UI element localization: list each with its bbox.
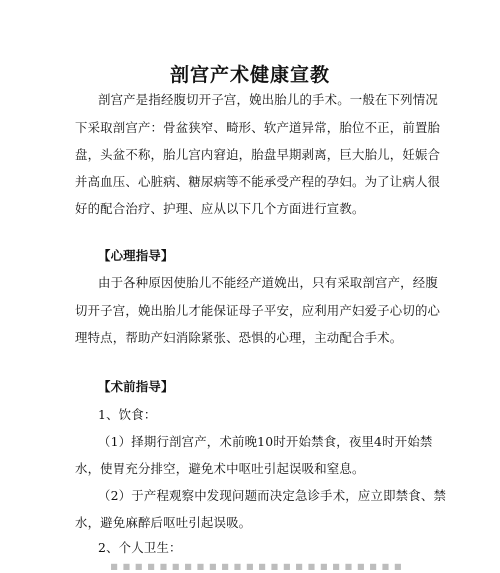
preop-heading: 【术前指导】 [98, 379, 174, 394]
intro-line-3: 盘，头盆不称，胎儿宫内窘迫，胎盘早期剥离，巨大胎儿，妊娠合 [75, 147, 441, 162]
psych-line-2: 切开子宫，娩出胎儿才能保证母子平安，应利用产妇爱子心切的心 [75, 303, 441, 318]
psych-heading: 【心理指导】 [98, 248, 174, 263]
psych-line-3: 理特点，帮助产妇消除紧张、恐惧的心理，主动配合手术。 [75, 330, 403, 345]
diet-item-2-line-2: 水，避免麻醉后呕吐引起误吸。 [75, 515, 252, 530]
diet-item-1-line-1: （1）择期行剖宫产，术前晚10时开始禁食，夜里4时开始禁 [98, 434, 433, 449]
hygiene-heading: 2、个人卫生： [98, 540, 182, 555]
diet-heading: 1、饮食： [98, 407, 157, 422]
intro-line-1: 剖宫产是指经腹切开子宫，娩出胎儿的手术。一般在下列情况 [98, 92, 438, 107]
document-title: 剖宫产术健康宣教 [169, 64, 330, 86]
diet-item-2-line-1: （2）于产程观察中发现问题而决定急诊手术，应立即禁食、禁 [98, 488, 447, 503]
psych-line-1: 由于各种原因使胎儿不能经产道娩出，只有采取剖宫产，经腹 [98, 275, 438, 290]
intro-line-4: 并高血压、心脏病、糖尿病等不能承受产程的孕妇。为了让病人很 [75, 174, 441, 189]
cropped-text-fragment: ▪ ▪ ▪ ▪ ▪ ▪ ▪ ▪ ▪ ▪ ▪ ▪ ▪ ▪ ▪ ▪ ▪ ▪ ▪ ▪ ▪ ▪ ▪ ▪ [110, 558, 403, 573]
diet-item-1-line-2: 水，使胃充分排空，避免术中呕吐引起误吸和窒息。 [75, 461, 365, 476]
intro-line-2: 下采取剖宫产：骨盆狭窄、畸形、软产道异常，胎位不正，前置胎 [75, 120, 441, 135]
intro-line-5: 好的配合治疗、护理、应从以下几个方面进行宣教。 [75, 201, 365, 216]
